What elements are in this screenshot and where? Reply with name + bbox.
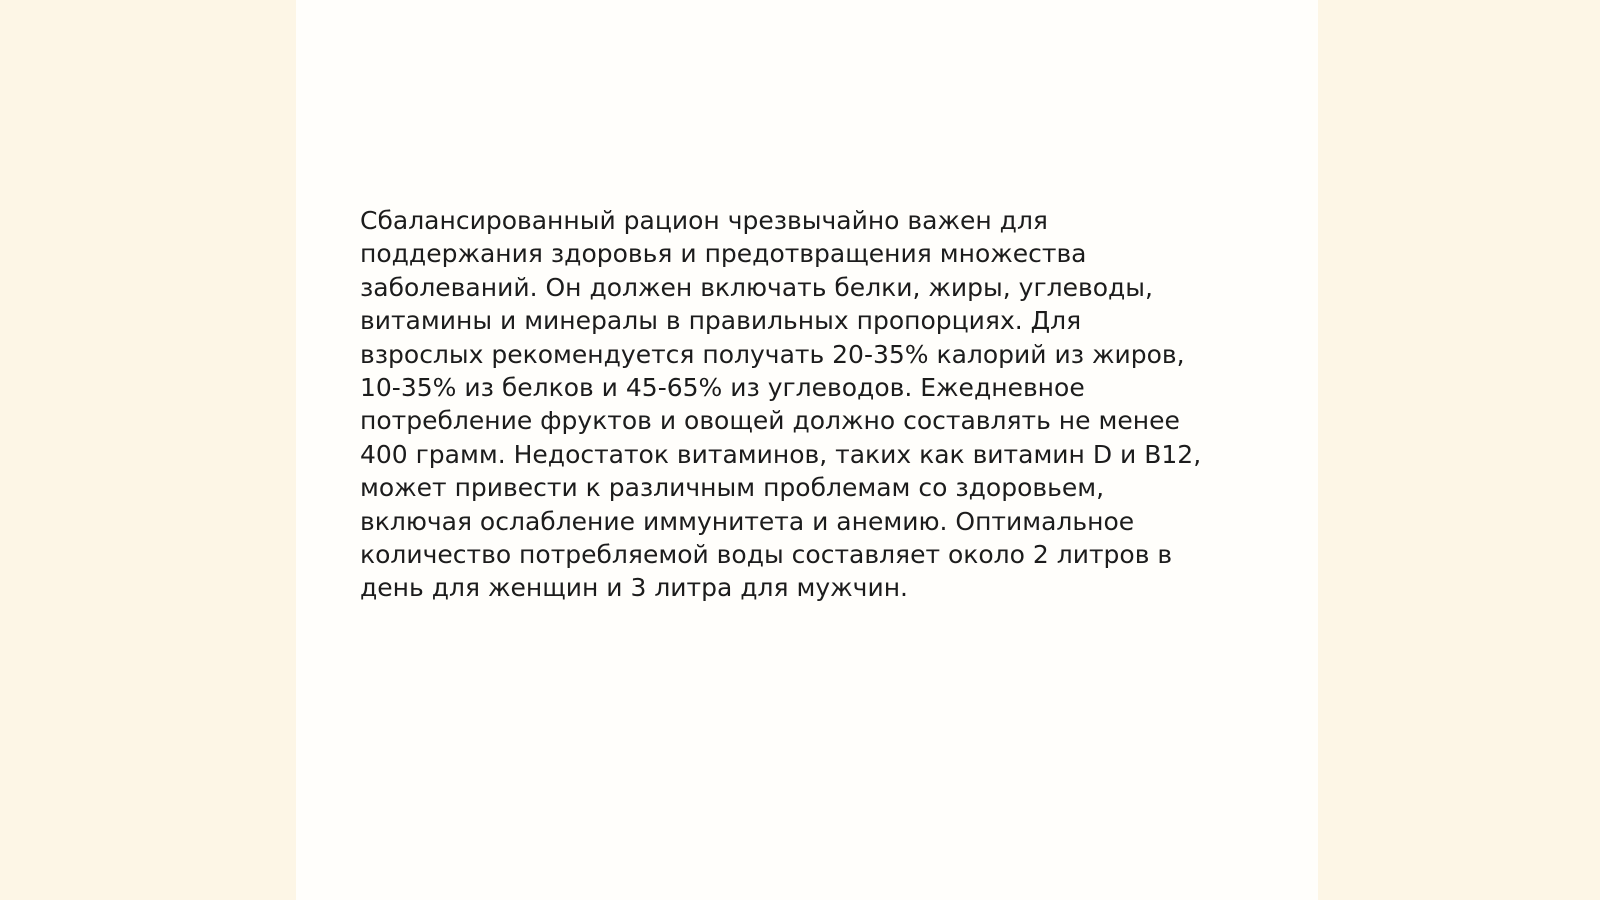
- document-page: [296, 0, 1318, 900]
- body-paragraph: Сбалансированный рацион чрезвычайно важен для поддержания здоровья и предотвращения множества заболеваний. Он должен включать белки, жиры, углеводы, витамины и минералы в правильных пропорциях. Для взрослых рекомендуется получать 20-35% калорий из жиров, 10-35% из белков и 45-65% из углеводов. Ежедневное потребление фруктов и овощей должно составлять не менее 400 грамм. Недостаток витаминов, таких как витамин D и B12, может привести к различным проблемам со здоровьем, включая ослабление иммунитета и анемию. Оптимальное количество потребляемой воды составляет около 2 литров в день для женщин и 3 литра для мужчин.: [360, 206, 1202, 603]
